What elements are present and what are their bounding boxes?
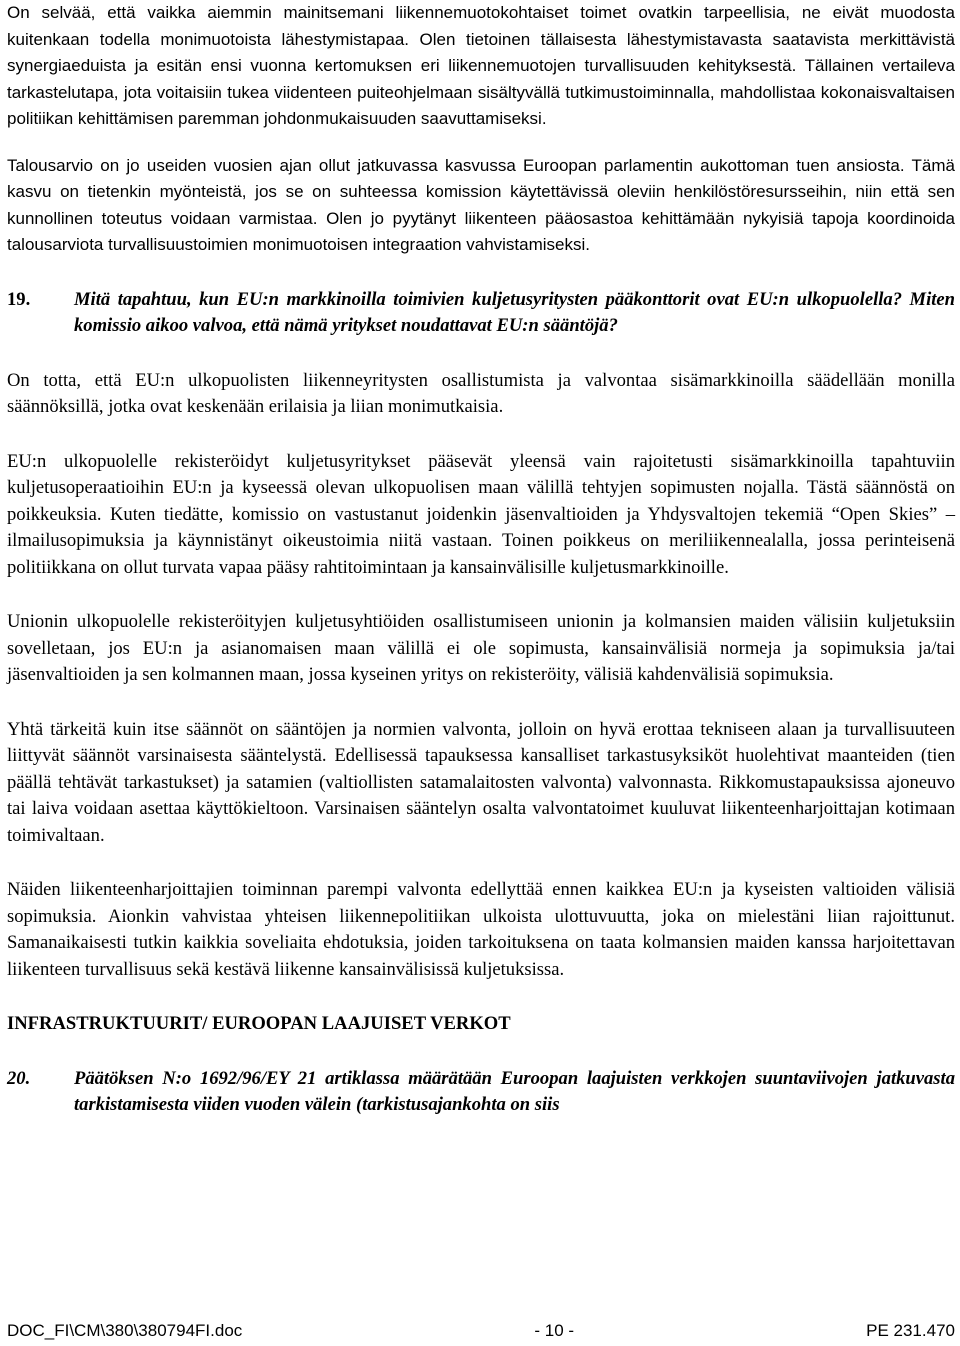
answer-19-paragraph-2: EU:n ulkopuolelle rekisteröidyt kuljetusyritykset pääsevät yleensä vain rajoitetusti sisämarkkinoilla tapahtuviin kuljetusoperaatioihin EU:n ja kyseessä olevan ulkopuolisen maan välillä tehtyjen sopimusten nojalla. Tästä säännöstä on poikkeuksia. Kuten tiedätte, komissio on vastustanut joidenkin jäsenvaltioiden ja Yhdysvaltojen tekemiä “Open Skies” –ilmailusopimuksia ja käynnistänyt oikeustoimia niitä vastaan. Toinen poikkeus on meriliikennealalla, jossa perinteisenä politiikkana on ollut turvata vapaa pääsy rahtitoimintaan ja kansainvälisille kuljetusmarkkinoille.: [7, 450, 955, 578]
question-20: [7, 1066, 955, 1119]
answer-19-paragraph-4: Yhtä tärkeitä kuin itse säännöt on sääntöjen ja normien valvonta, jolloin on hyvä erottaa tekniseen alaan ja turvallisuuteen liittyvät säännöt varsinaisesta sääntelystä. Edellisessä tapauksessa kansalliset tarkastusyksiköt huolehtivat maanteiden (tien päällä tehtävät tarkastukset) ja satamien (valtiollisten satamalaitosten valvonta) valvonnasta. Rikkomustapauksissa ajoneuvo tai laiva voidaan asettaa käyttökieltoon. Varsinaisen sääntelyn osalta valvontatoimet kuuluvat liikenteenharjoittajan kotimaan toimivaltaan.: [7, 718, 955, 846]
footer-page-number: - 10 -: [534, 1321, 575, 1340]
footer-pe-reference: PE 231.470: [866, 1321, 955, 1340]
answer-19-paragraph-1: On totta, että EU:n ulkopuolisten liikenneyritysten osallistumista ja valvontaa sisämarkkinoilla säädellään monilla säännöksillä, jotka ovat keskenään erilaisia ja liian monimutkaisia.: [7, 369, 955, 417]
question-19-text: Mitä tapahtuu, kun EU:n markkinoilla toimivien kuljetusyritysten pääkonttorit ovat EU:n ulkopuolella? Miten komissio aikoo valvoa, että nämä yritykset noudattavat EU:n sääntöjä?: [74, 288, 955, 336]
paragraph-intro: On selvää, että vaikka aiemmin mainitsemani liikennemuotokohtaiset toimet ovatkin tarpeellisia, ne eivät muodosta kuitenkaan todella monimuotoista lähestymistapaa. Olen tietoinen tällaisesta lähestymistavasta saatavista merkittävistä synergiaeduista ja esitän ensi vuonna kertomuksen eri liikennemuotojen turvallisuuden kehityksestä. Tällainen vertaileva tarkastelutapa, jota voitaisiin tukea viidenteen puiteohjelmaan sisältyvällä tutkimustoiminnalla, mahdollistaa kokonaisvaltaisen politiikan kehittämisen paremman johdonmukaisuuden saavuttamiseksi.: [7, 3, 955, 128]
answer-19-paragraph-3: Unionin ulkopuolelle rekisteröityjen kuljetusyhtiöiden osallistumiseen unionin ja kolmansien maiden välisiin kuljetuksiin sovelletaan, jos EU:n ja asianomaisen maan välillä ei ole sopimusta, kansainvälisiä normeja ja sopimuksia ja/tai jäsenvaltioiden ja sen kolmannen maan, jossa kyseinen yritys on rekisteröity, välisiä kahdenvälisiä sopimuksia.: [7, 611, 955, 685]
answer-19-paragraph-5: Näiden liikenteenharjoittajien toiminnan parempi valvonta edellyttää ennen kaikkea EU:n ja kyseisten valtioiden välisiä sopimuksia. Aionkin vahvistaa yhteisen liikennepolitiikan ulkoista ulottuvuutta, joka on mielestäni liian rajoittunut. Samanaikaisesti tutkin kaikkia soveliaita ehdotuksia, joiden tarkoituksena on taata kolmansien maiden kanssa harjoitettavan liikenteen turvallisuus sekä kestävä liikenne kansainvälisissä kuljetuksissa.: [7, 879, 955, 980]
question-20-number: 20.: [7, 1067, 31, 1089]
footer-doc-reference: DOC_FI\CM\380\380794FI.doc: [7, 1321, 243, 1340]
document-page: [7, 0, 955, 1119]
section-heading: INFRASTRUKTUURIT/ EUROOPAN LAAJUISET VERKOT: [7, 1013, 511, 1034]
question-20-text: Päätöksen N:o 1692/96/EY 21 artiklassa määrätään Euroopan laajuisten verkkojen suuntaviivojen jatkuvasta tarkistamisesta viiden vuoden välein (tarkistusajankohta on siis: [74, 1067, 955, 1115]
question-19-number: 19.: [7, 288, 31, 310]
page-footer: [7, 1319, 955, 1343]
question-19: [7, 287, 955, 340]
paragraph-budget: Talousarvio on jo useiden vuosien ajan ollut jatkuvassa kasvussa Euroopan parlamentin aukottoman tuen ansiosta. Tämä kasvu on tietenkin myönteistä, jos se on suhteessa komission käytettävissä oleviin henkilöstöresursseihin, niin että sen kunnollinen toteutus voidaan varmistaa. Olen jo pyytänyt liikenteen pääosastoa kehittämään nykyisiä tapoja koordinoida talousarviota turvallisuustoimien monimuotoisen integraation vahvistamiseksi.: [7, 155, 955, 254]
